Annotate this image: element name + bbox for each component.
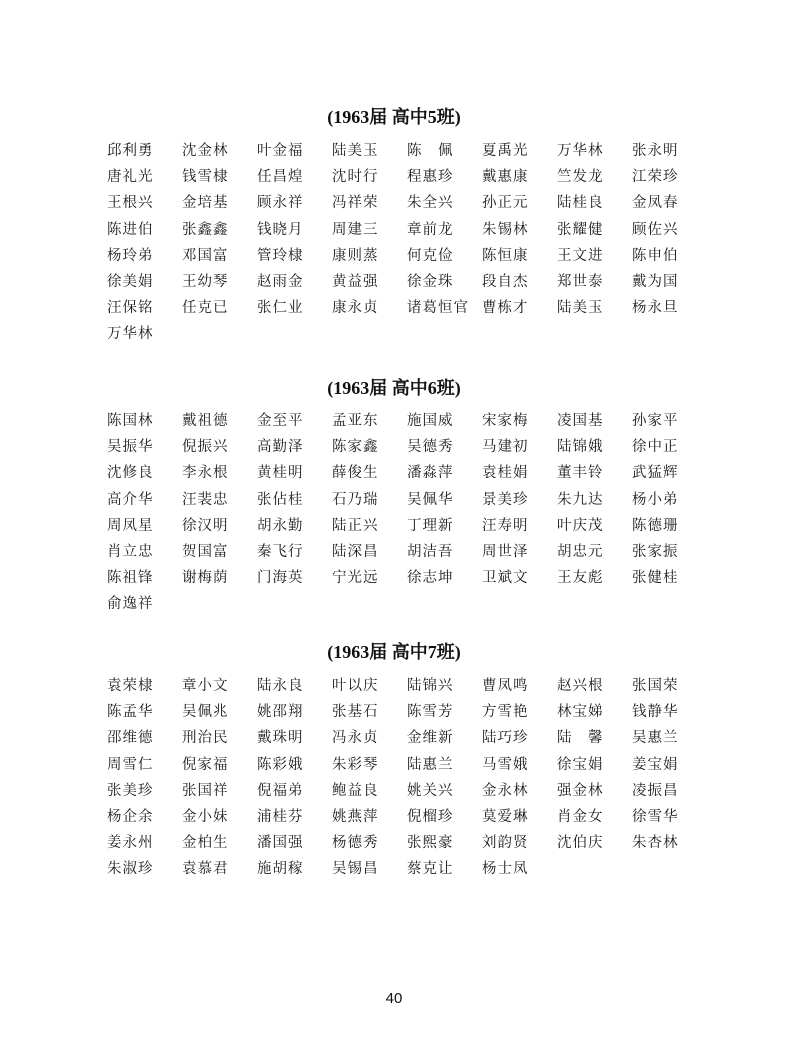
student-name: 张家振 [632,543,679,560]
student-name: 张熙豪 [407,835,454,852]
student-name: 汪裴忠 [182,491,229,508]
student-name: 段自杰 [482,273,529,290]
student-name: 马建初 [482,439,529,456]
student-name: 肖金女 [557,808,604,825]
section-title-class-7: (1963届 高中7班) [327,642,461,662]
student-name: 吴惠兰 [632,730,679,747]
student-name: 戴珠明 [257,730,304,747]
student-name: 陈进伯 [107,221,154,238]
student-name: 景美珍 [482,491,529,508]
student-name: 金柏生 [182,835,229,852]
student-name: 马雪娥 [482,756,529,773]
student-name: 袁慕君 [182,861,229,878]
student-name: 沈修良 [107,465,154,482]
student-name: 张国祥 [182,782,229,799]
student-name: 凌振昌 [632,782,679,799]
student-name: 唐礼光 [107,169,154,186]
student-name: 陆锦娥 [557,439,604,456]
student-name: 章小文 [182,678,229,694]
student-name: 金永林 [482,782,529,799]
student-name: 竺发龙 [557,169,604,186]
student-name: 钱雪棣 [182,169,229,186]
student-name: 孙家平 [632,413,679,429]
student-name: 朱九达 [557,491,604,508]
student-name: 陈孟华 [107,704,154,721]
student-name: 邵维德 [107,730,154,747]
student-name: 戴为国 [632,273,679,290]
student-name: 钱晓月 [257,221,304,238]
student-name: 陆美玉 [557,300,604,317]
student-name: 陆 馨 [557,730,604,747]
student-name: 戴惠康 [482,169,529,186]
student-name: 朱杏林 [632,835,679,852]
student-name: 曹凤鸣 [482,678,529,694]
student-name: 潘国强 [257,835,304,852]
student-name: 叶庆茂 [557,517,604,534]
student-name: 金维新 [407,730,454,747]
student-name: 夏禹光 [482,143,529,159]
student-name: 张佔桂 [257,491,304,508]
student-name: 杨永旦 [632,300,679,317]
student-name: 叶以庆 [332,678,379,694]
student-name: 周凤星 [107,517,154,534]
student-name: 任克已 [182,300,229,317]
student-name: 万华林 [107,326,154,343]
student-name: 陆锦兴 [407,678,454,694]
student-name: 徐汉明 [182,517,229,534]
student-name: 袁桂娟 [482,465,529,482]
student-name: 康永贞 [332,300,379,317]
student-name: 卫斌文 [482,570,529,587]
student-name: 姚燕萍 [332,808,379,825]
student-name: 宋家梅 [482,413,529,429]
student-name: 徐美娟 [107,273,154,290]
student-name: 程惠珍 [407,169,454,186]
student-name: 姚关兴 [407,782,454,799]
student-name: 汪保铭 [107,300,154,317]
student-name: 张永明 [632,143,679,159]
student-name: 张美珍 [107,782,154,799]
student-name: 叶金福 [257,143,304,159]
student-name: 贺国富 [182,543,229,560]
student-name: 胡永勤 [257,517,304,534]
student-name: 周雪仁 [107,756,154,773]
student-name: 胡洁吾 [407,543,454,560]
student-name: 胡忠元 [557,543,604,560]
student-name: 浦桂芬 [257,808,304,825]
student-name: 秦飞行 [257,543,304,560]
student-name: 诸葛恒官 [407,300,469,317]
student-name: 张鑫鑫 [182,221,229,238]
student-name: 王根兴 [107,195,154,212]
student-name: 朱淑珍 [107,861,154,878]
student-name: 顾永祥 [257,195,304,212]
student-name: 杨小弟 [632,491,679,508]
student-name: 倪家福 [182,756,229,773]
student-name: 徐中正 [632,439,679,456]
student-name: 徐金珠 [407,273,454,290]
student-name: 吴佩兆 [182,704,229,721]
student-name: 曹栋才 [482,300,529,317]
student-name: 周世泽 [482,543,529,560]
student-name: 金培基 [182,195,229,212]
student-name: 宁光远 [332,570,379,587]
student-name: 金至平 [257,413,304,429]
student-name: 谢梅荫 [182,570,229,587]
student-name: 陆桂良 [557,195,604,212]
student-name: 杨企余 [107,808,154,825]
student-name: 赵兴根 [557,678,604,694]
student-name: 门海英 [257,570,304,587]
student-name: 冯祥荣 [332,195,379,212]
student-name: 丁理新 [407,517,454,534]
page-number: 40 [385,990,403,1007]
student-name: 陆永良 [257,678,304,694]
student-name: 任昌煌 [257,169,304,186]
student-name: 施胡稼 [257,861,304,878]
student-name: 沈金林 [182,143,229,159]
student-name: 邓国富 [182,247,229,264]
student-name: 吴德秀 [407,439,454,456]
student-name: 郑世泰 [557,273,604,290]
student-name: 顾佐兴 [632,221,679,238]
student-name: 倪振兴 [182,439,229,456]
student-name: 陆惠兰 [407,756,454,773]
student-name: 凌国基 [557,413,604,429]
student-name: 赵雨金 [257,273,304,290]
student-name: 朱锡林 [482,221,529,238]
student-name: 俞逸祥 [107,596,154,613]
student-name: 姜永州 [107,835,154,852]
student-name: 陈祖锋 [107,570,154,587]
student-name: 肖立忠 [107,543,154,560]
student-name: 万华林 [557,143,604,159]
student-name: 陈家鑫 [332,439,379,456]
student-name: 杨士凤 [482,861,529,878]
student-name: 陆巧珍 [482,730,529,747]
student-name: 强金林 [557,782,604,799]
section-title-class-5: (1963届 高中5班) [327,107,461,127]
student-name: 蔡克让 [407,861,454,878]
student-name: 刑治民 [182,730,229,747]
name-list-class-7 [107,673,707,883]
student-name: 陈雪芳 [407,704,454,721]
student-name: 吴佩华 [407,491,454,508]
student-name: 陈国林 [107,413,154,429]
student-name: 朱全兴 [407,195,454,212]
student-name: 陈德珊 [632,517,679,534]
student-name: 朱彩琴 [332,756,379,773]
student-name: 王幼琴 [182,273,229,290]
student-name: 沈时行 [332,169,379,186]
student-name: 冯永贞 [332,730,379,747]
student-name: 钱静华 [632,704,679,721]
student-name: 何克俭 [407,247,454,264]
student-name: 武猛辉 [632,465,679,482]
student-name: 陈 佩 [407,143,454,159]
student-name: 张基石 [332,704,379,721]
student-name: 方雪艳 [482,704,529,721]
student-name: 张仁业 [257,300,304,317]
student-name: 金凤春 [632,195,679,212]
student-name: 吴振华 [107,439,154,456]
student-name: 管玲棣 [257,247,304,264]
student-name: 张国荣 [632,678,679,694]
student-name: 张耀健 [557,221,604,238]
student-name: 邱利勇 [107,143,154,159]
student-name: 陆美玉 [332,143,379,159]
student-name: 戴祖德 [182,413,229,429]
student-name: 石乃瑞 [332,491,379,508]
student-name: 高勤泽 [257,439,304,456]
student-name: 金小妹 [182,808,229,825]
student-name: 徐志坤 [407,570,454,587]
student-name: 薛俊生 [332,465,379,482]
student-name: 鲍益良 [332,782,379,799]
student-name: 陆深昌 [332,543,379,560]
student-name: 陈申伯 [632,247,679,264]
student-name: 吴锡昌 [332,861,379,878]
student-name: 高介华 [107,491,154,508]
student-name: 刘韵贤 [482,835,529,852]
student-name: 莫爱琳 [482,808,529,825]
student-name: 杨玲弟 [107,247,154,264]
student-name: 章前龙 [407,221,454,238]
student-name: 沈伯庆 [557,835,604,852]
student-name: 江荣珍 [632,169,679,186]
student-name: 倪福弟 [257,782,304,799]
student-name: 陆正兴 [332,517,379,534]
student-name: 徐雪华 [632,808,679,825]
student-name: 孟亚东 [332,413,379,429]
student-name: 潘淼萍 [407,465,454,482]
student-name: 施国威 [407,413,454,429]
name-list-class-5 [107,138,707,348]
student-name: 徐宝娟 [557,756,604,773]
student-name: 倪榴珍 [407,808,454,825]
student-name: 张健桂 [632,570,679,587]
section-title-class-6: (1963届 高中6班) [327,378,461,398]
student-name: 孙正元 [482,195,529,212]
student-name: 王文进 [557,247,604,264]
student-name: 陈彩娥 [257,756,304,773]
student-name: 王友彪 [557,570,604,587]
student-name: 康则蒸 [332,247,379,264]
student-name: 黄益强 [332,273,379,290]
student-name: 姜宝娟 [632,756,679,773]
student-name: 黄桂明 [257,465,304,482]
student-name: 林宝娣 [557,704,604,721]
student-name: 杨德秀 [332,835,379,852]
student-name: 周建三 [332,221,379,238]
student-name: 董丰铃 [557,465,604,482]
name-list-class-6 [107,408,707,618]
student-name: 姚邵翔 [257,704,304,721]
student-name: 陈恒康 [482,247,529,264]
student-name: 汪寿明 [482,517,529,534]
student-name: 袁荣棣 [107,678,154,694]
student-name: 李永根 [182,465,229,482]
